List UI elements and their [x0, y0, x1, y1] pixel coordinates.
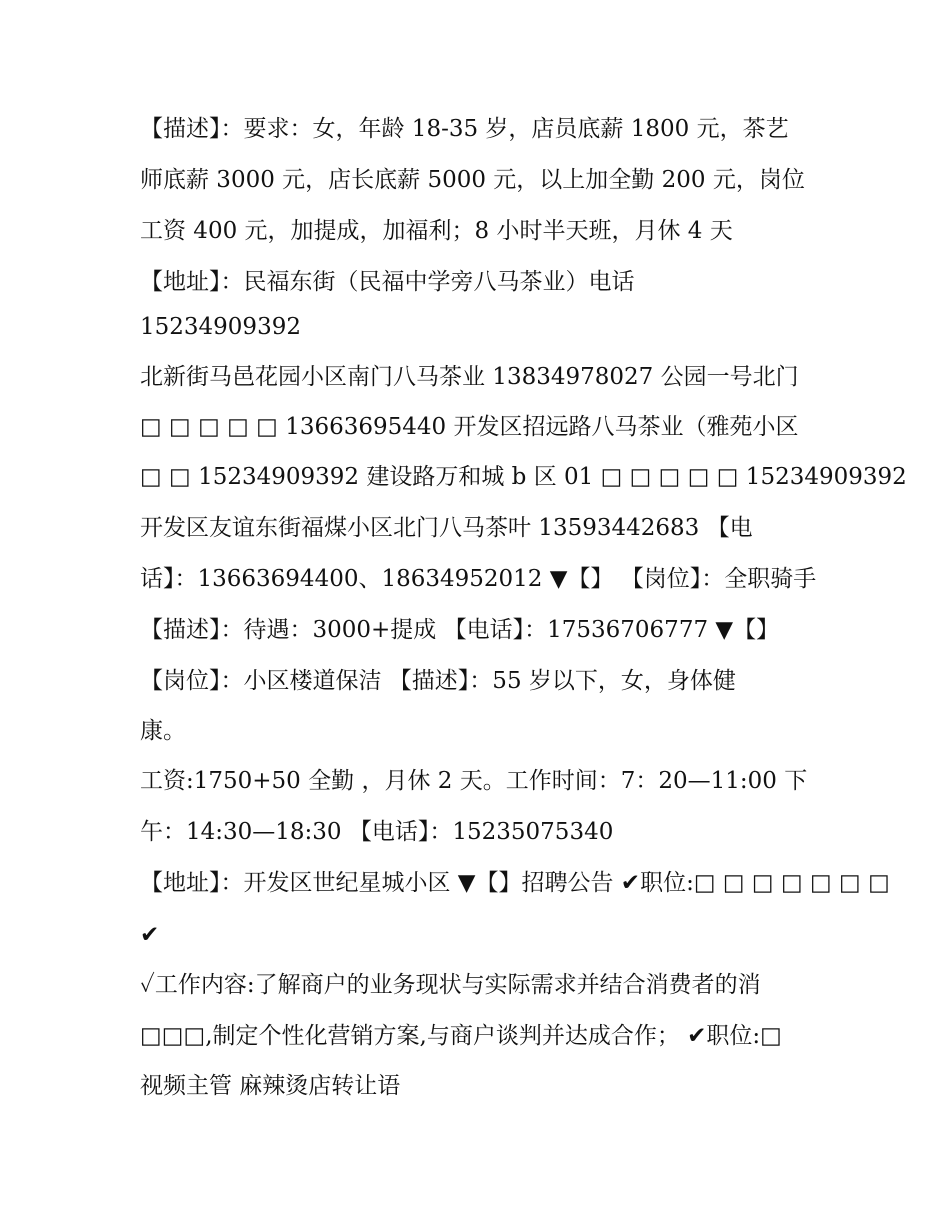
text-line: 【描述】：待遇：3000+提成 【电话】：17536706777 ▼【】 — [140, 617, 780, 643]
text-line: ✔ — [140, 922, 160, 948]
text-line: 开发区友谊东街福煤小区北门八马茶叶 13593442683 【电 — [140, 515, 753, 541]
text-line: 视频主管 麻辣烫店转让语 — [140, 1073, 401, 1099]
text-line: 话】：13663694400、18634952012 ▼【】 【岗位】：全职骑手 — [140, 566, 817, 592]
text-line: 【地址】：民福东街（民福中学旁八马茶业）电话 — [140, 269, 635, 295]
text-line: □ □ □ □ □ 13663695440 开发区招远路八马茶业（雅苑小区 — [140, 414, 799, 440]
text-line: 工资:1750+50 全勤 ，月休 2 天。工作时间：7：20—11:00 下 — [140, 768, 808, 794]
text-line: ✓工作内容:了解商户的业务现状与实际需求并结合消费者的消 — [140, 972, 761, 998]
text-line: 【描述】：要求：女，年龄 18-35 岁，店员底薪 1800 元，茶艺 — [140, 116, 789, 142]
text-line: 北新街马邑花园小区南门八马茶业 13834978027 公园一号北门 — [140, 364, 799, 390]
text-line: □ □ 15234909392 建设路万和城 b 区 01 □ □ □ □ □ 15234909392 — [140, 464, 907, 490]
text-line: 康。 — [140, 718, 186, 744]
text-line: 15234909392 — [140, 314, 301, 340]
text-line: □□□,制定个性化营销方案,与商户谈判并达成合作； ✔职位:□ — [140, 1023, 782, 1049]
text-line: 【岗位】：小区楼道保洁 【描述】：55 岁以下，女，身体健 — [140, 668, 736, 694]
text-line: 工资 400 元，加提成，加福利；8 小时半天班，月休 4 天 — [140, 218, 733, 244]
text-line: 午：14:30—18:30 【电话】：15235075340 — [140, 819, 614, 845]
text-line: 【地址】：开发区世纪星城小区 ▼【】招聘公告 ✔职位:□ □ □ □ □ □ □ — [140, 870, 890, 896]
text-line: 师底薪 3000 元，店长底薪 5000 元，以上加全勤 200 元，岗位 — [140, 167, 805, 193]
